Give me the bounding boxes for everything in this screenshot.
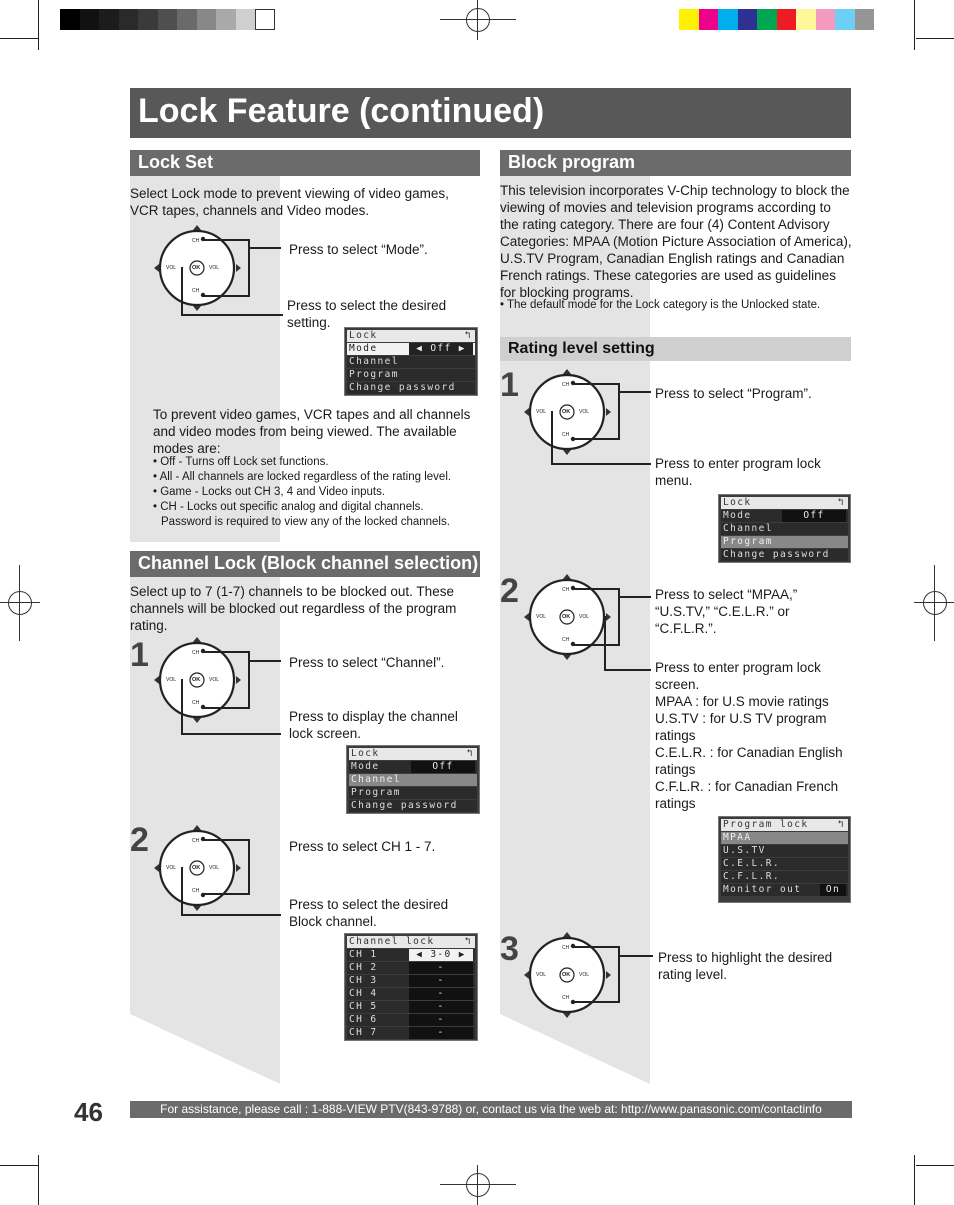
ok-label: OK — [192, 677, 201, 683]
vol-plus-label: VOL — [579, 409, 590, 415]
vol-plus-label: VOL — [209, 677, 220, 683]
rating-step1-callout-1: Press to select “Program”. — [655, 386, 812, 401]
ok-label: OK — [562, 409, 571, 415]
back-icon: ↰ — [837, 497, 845, 508]
channel-lock-step2-callout-1: Press to select CH 1 - 7. — [289, 839, 436, 854]
ch-up-label: CH — [192, 838, 200, 844]
ok-label: OK — [562, 972, 571, 978]
vol-minus-label: VOL — [536, 972, 547, 978]
ch-down-label: CH — [192, 700, 200, 706]
footer-bar — [130, 1101, 852, 1118]
color-swatch — [158, 9, 178, 30]
back-icon: ↰ — [464, 330, 472, 341]
color-swatch — [796, 9, 816, 30]
ch-down-label: CH — [192, 288, 200, 294]
remote-dpad[interactable] — [153, 223, 243, 313]
ch-down-label: CH — [192, 888, 200, 894]
program-lock-osd: Program lock ↰ MPAA U.S.TV C.E.L.R. C.F.L.R. Monitor out On — [718, 816, 851, 903]
color-swatch — [197, 9, 217, 30]
rating-step-3: 3 — [500, 930, 519, 968]
color-swatch — [177, 9, 197, 30]
vol-plus-label: VOL — [579, 614, 590, 620]
vol-plus-label: VOL — [579, 972, 590, 978]
ok-label: OK — [562, 614, 571, 620]
vol-minus-label: VOL — [166, 865, 177, 871]
vol-minus-label: VOL — [536, 614, 547, 620]
ch-up-label: CH — [562, 945, 570, 951]
lock-set-callout-mode: Press to select “Mode”. — [289, 242, 428, 257]
color-swatch — [255, 9, 275, 30]
crop-mark — [38, 1155, 39, 1205]
color-swatch — [60, 9, 80, 30]
channel-lock-osd: Channel lock ↰ CH 1 ◀ 3-0 ▶ CH 2 - CH 3 - CH 4 - CH 5 - CH 6 - CH 7 - — [344, 933, 478, 1041]
ch-down-label: CH — [562, 432, 570, 438]
color-swatch — [777, 9, 797, 30]
color-swatch — [738, 9, 758, 30]
remote-dpad[interactable] — [523, 367, 613, 457]
remote-dpad[interactable] — [153, 823, 243, 913]
channel-lock-heading: Channel Lock (Block channel selection) — [130, 551, 480, 577]
footer-text: For assistance, please call : 1-888-VIEW PTV(843-9788) or, contact us via the web at: http://www.panasonic.com/contactinfo — [160, 1102, 822, 1116]
rating-level-heading: Rating level setting — [500, 337, 851, 361]
color-swatch — [216, 9, 236, 30]
ok-label: OK — [192, 865, 201, 871]
page-title-bar — [130, 88, 851, 138]
ch-up-label: CH — [192, 238, 200, 244]
ok-label: OK — [192, 265, 201, 271]
color-swatch — [80, 9, 100, 30]
color-swatch — [679, 9, 699, 30]
remote-dpad[interactable] — [523, 930, 613, 1020]
color-swatch — [718, 9, 738, 30]
back-icon: ↰ — [466, 748, 474, 759]
rating-step2-callout-1: Press to select “MPAA,” “U.S.TV,” “C.E.L.R.” or “C.F.L.R.”. — [655, 587, 798, 636]
vol-plus-label: VOL — [209, 265, 220, 271]
back-icon: ↰ — [464, 936, 472, 947]
color-swatch — [236, 9, 256, 30]
channel-lock-step-2: 2 — [130, 821, 149, 859]
remote-dpad[interactable] — [523, 572, 613, 662]
vol-plus-label: VOL — [209, 865, 220, 871]
color-swatch — [835, 9, 855, 30]
crop-mark — [916, 1165, 954, 1166]
ch-down-label: CH — [562, 637, 570, 643]
page-number: 46 — [74, 1097, 103, 1127]
color-swatch — [119, 9, 139, 30]
back-icon: ↰ — [837, 819, 845, 830]
crop-mark — [916, 38, 954, 39]
lock-menu-osd: Lock ↰ Mode Off Channel Program Change password — [718, 494, 851, 563]
lock-set-heading: Lock Set — [130, 150, 480, 176]
lock-menu-osd: Lock ↰ Mode Off Channel Program Change password — [346, 745, 480, 814]
ch-up-label: CH — [192, 650, 200, 656]
color-swatches — [679, 9, 874, 30]
rating-step-2: 2 — [500, 572, 519, 610]
rating-step2-callout-2: Press to enter program lock screen. MPAA : for U.S movie ratings U.S.TV : for U.S TV program ratings C.E.L.R. : for Canadian English ratings C.F.L.R. : for Canadian French ratings — [655, 660, 843, 811]
lock-menu-osd: Lock ↰ Mode ◀ Off ▶ Channel Program Change password — [344, 327, 478, 396]
lock-set-intro: Select Lock mode to prevent viewing of video games, VCR tapes, channels and Video modes. — [130, 186, 449, 218]
lock-set-description: To prevent video games, VCR tapes and all channels and video modes from being viewed. The available modes are: — [153, 407, 471, 456]
lock-set-callout-setting: Press to select the desired setting. — [287, 298, 447, 330]
channel-lock-intro: Select up to 7 (1-7) channels to be blocked out. These channels will be blocked out regardless of the program rating. — [130, 584, 457, 633]
crop-mark — [38, 0, 39, 50]
ch-up-label: CH — [562, 382, 570, 388]
color-swatch — [816, 9, 836, 30]
ch-down-label: CH — [562, 995, 570, 1001]
rating-step-1: 1 — [500, 366, 519, 404]
remote-dpad[interactable] — [153, 635, 243, 725]
block-program-note: • The default mode for the Lock category is the Unlocked state. — [500, 299, 821, 311]
channel-lock-step-1: 1 — [130, 636, 149, 674]
color-swatch — [855, 9, 875, 30]
lock-set-bullets: • Off - Turns off Lock set functions. • All - All channels are locked regardless of the rating level. • Game - Locks out CH 3, 4 and Video inputs. • CH - Locks out specific analog and digital channels. Password is required to view any of the locked channels. — [153, 456, 452, 528]
page-title: Lock Feature (continued) — [138, 92, 545, 130]
gray-swatches — [60, 9, 275, 30]
color-swatch — [757, 9, 777, 30]
color-swatch — [99, 9, 119, 30]
ch-up-label: CH — [562, 587, 570, 593]
crop-mark — [914, 1155, 915, 1205]
crop-mark — [0, 38, 38, 39]
block-program-intro: This television incorporates V-Chip technology to block the viewing of movies and television programs according to the rating category. There are four (4) Content Advisory Categories: MPAA (Motion Picture Association of America), U.S.TV Program, Canadian English ratings and Canadian French ratings. These categories are used as guidelines for blocking programs. — [500, 183, 852, 300]
crop-mark — [0, 1165, 38, 1166]
channel-lock-step1-callout-2: Press to display the channel lock screen. — [289, 709, 458, 741]
rating-step1-callout-2: Press to enter program lock menu. — [655, 456, 821, 488]
channel-lock-step2-callout-2: Press to select the desired Block channel. — [289, 897, 449, 929]
color-swatch — [138, 9, 158, 30]
color-swatch — [699, 9, 719, 30]
vol-minus-label: VOL — [166, 677, 177, 683]
crop-mark — [914, 0, 915, 50]
block-program-heading: Block program — [500, 150, 851, 176]
rating-step3-callout: Press to highlight the desired rating level. — [658, 950, 833, 982]
channel-lock-step1-callout-1: Press to select “Channel”. — [289, 655, 445, 670]
vol-minus-label: VOL — [536, 409, 547, 415]
vol-minus-label: VOL — [166, 265, 177, 271]
